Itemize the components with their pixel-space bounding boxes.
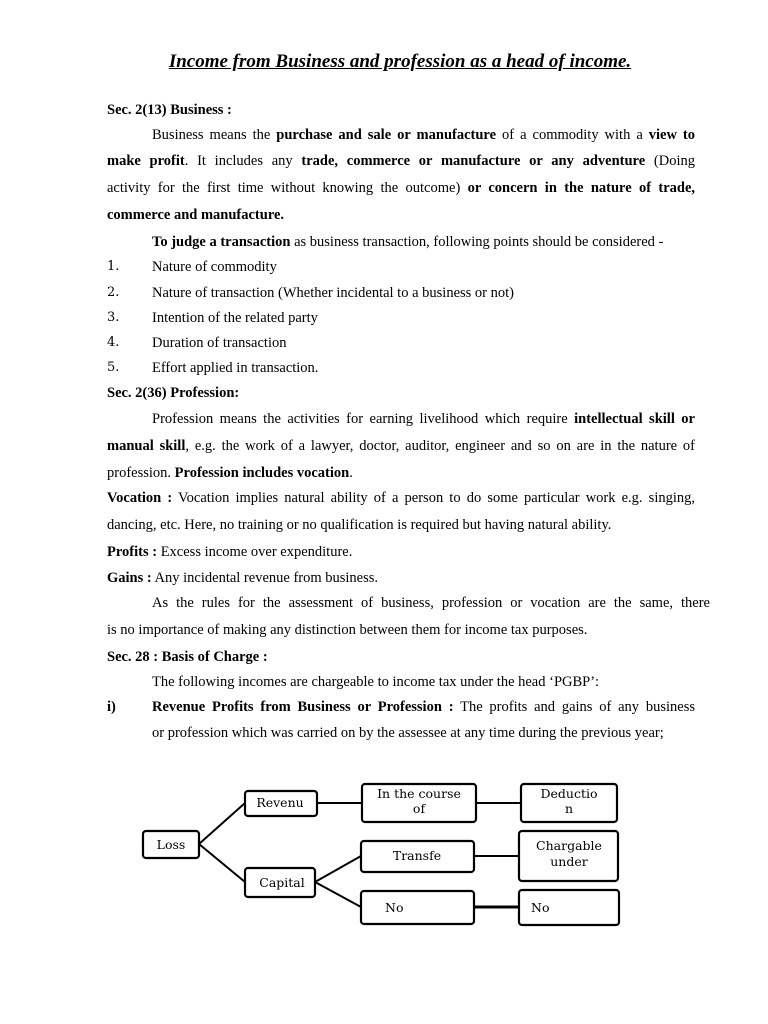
vocation-line-1: Vocation : Vocation implies natural ability of a person to do some particular work e.g. singing, [107,490,695,506]
connector-loss-capital [199,844,245,882]
sec28-heading: Sec. 28 : Basis of Charge : [107,649,268,665]
connector-loss-revenue [199,803,245,844]
sec28-item-line-1: Revenue Profits from Business or Profession : The profits and gains of any business [152,699,696,715]
list-text: Duration of transaction [152,335,287,351]
no-right-label: No [531,900,550,915]
business-paragraph-line-3: activity for the first time without knowing the outcome) or concern in the nature of trade, [107,180,695,196]
business-heading: Sec. 2(13) Business : [107,102,232,118]
profession-line-3: profession. Profession includes vocation. [107,465,353,481]
list-number: 2. [107,285,120,300]
vocation-line-2: dancing, etc. Here, no training or no qualification is required but having natural ability. [107,517,612,533]
list-number: 4. [107,335,120,350]
profession-line-2: manual skill, e.g. the work of a lawyer, doctor, auditor, engineer and so on are in the nature of [107,438,695,454]
course-label-2: of [412,801,426,816]
list-text: Nature of transaction (Whether incidental to a business or not) [152,285,514,301]
list-number: 1. [107,259,120,274]
deduction-label-1: Deductio [540,786,598,801]
profession-line-1: Profession means the activities for earning livelihood which require intellectual skill or [152,411,695,427]
list-number: 5. [107,360,120,375]
capital-label: Capital [259,875,305,890]
revenue-label: Revenu [256,795,304,810]
list-text: Effort applied in transaction. [152,360,319,376]
list-text: Intention of the related party [152,310,318,326]
list-number: 3. [107,310,120,325]
judge-transaction-line: To judge a transaction as business transaction, following points should be considered - [152,234,664,250]
transfer-label: Transfe [392,848,442,863]
sec28-item-number: i) [107,699,116,715]
rules-line-1: As the rules for the assessment of business, profession or vocation are the same, there [152,595,710,611]
profits-definition: Profits : Excess income over expenditure. [107,544,353,560]
connector-capital-transfer [315,856,361,882]
deduction-label-2: n [564,801,574,816]
business-paragraph-line-1: Business means the purchase and sale or manufacture of a commodity with a view to [152,127,696,143]
connector-capital-no [315,882,361,907]
gains-definition: Gains : Any incidental revenue from business. [107,570,379,586]
profession-heading: Sec. 2(36) Profession: [107,385,240,401]
no-left-label: No [385,900,404,915]
business-paragraph-line-2: make profit. It includes any trade, commerce or manufacture or any adventure (Doing [107,153,695,169]
no-left-box [361,891,474,924]
chargeable-label-1: Chargable [536,838,602,853]
rules-line-2: is no importance of making any distinction between them for income tax purposes. [107,622,588,638]
sec28-item-line-2: or profession which was carried on by the assessee at any time during the previous year; [152,725,664,741]
business-paragraph-line-4: commerce and manufacture. [107,207,285,223]
course-label-1: In the course [377,786,461,801]
loss-label: Loss [156,837,186,852]
chargeable-label-2: under [550,854,588,869]
sec28-intro: The following incomes are chargeable to income tax under the head ‘PGBP’: [152,674,600,690]
page-title: Income from Business and profession as a head of income. [168,51,632,72]
list-text: Nature of commodity [152,259,277,275]
